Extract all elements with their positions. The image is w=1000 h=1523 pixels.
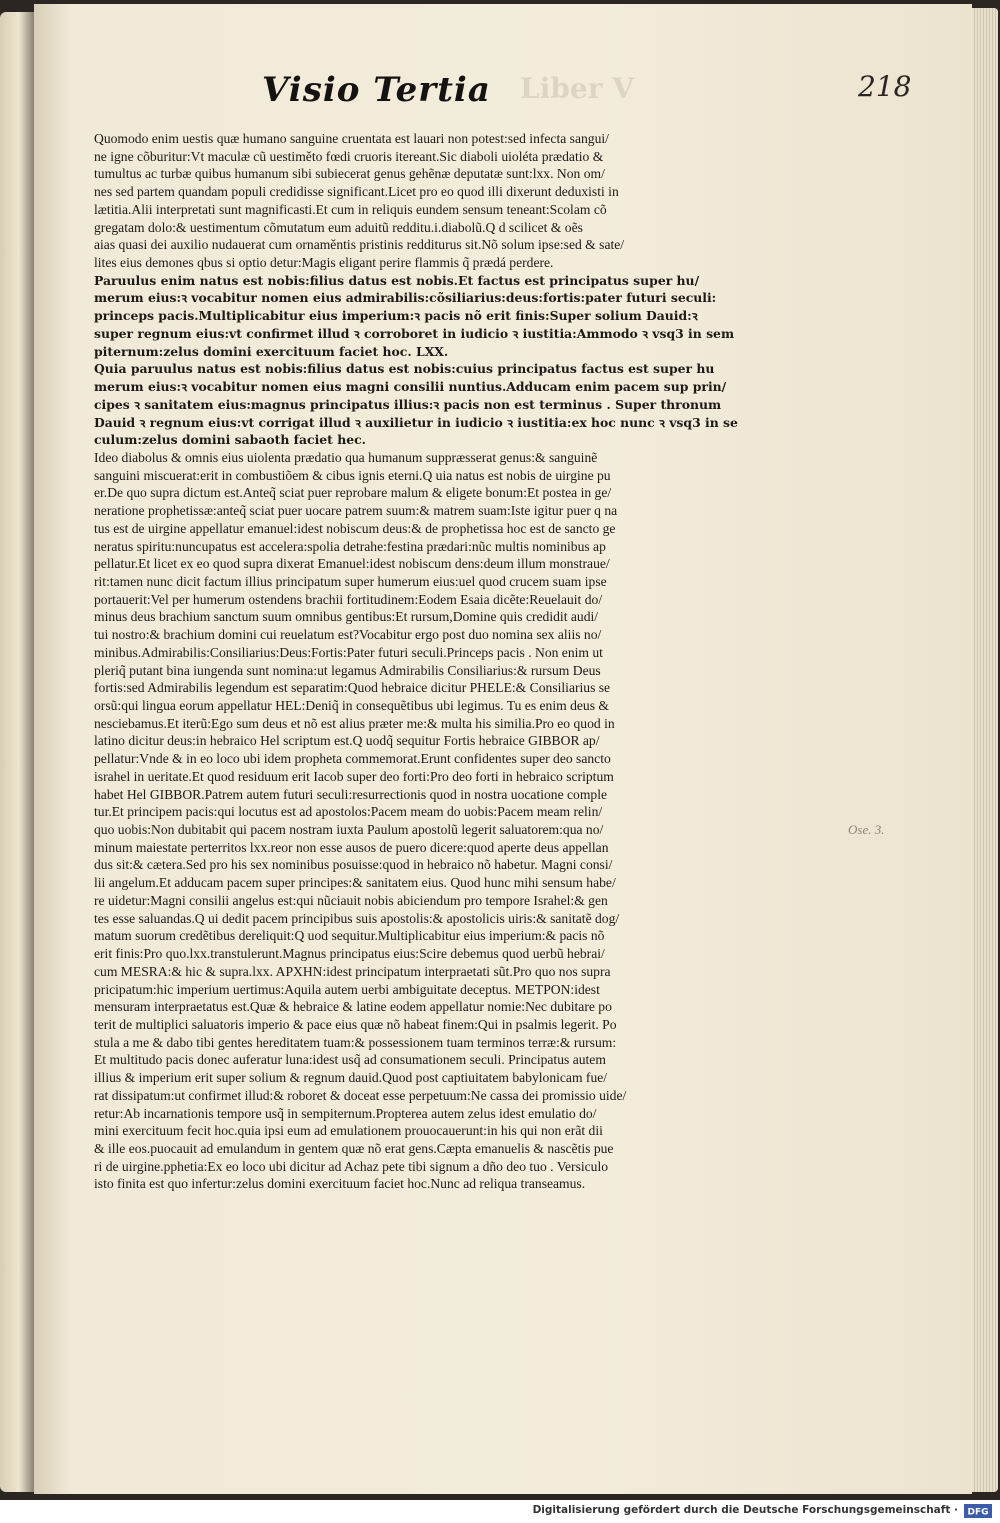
- text-line: Dauid ꝛ regnum eius:vt corrigat illud ꝛ auxilietur in iudicio ꝛ iustitia:ex hoc nunc ꝛ vsq3 in se: [94, 414, 738, 430]
- text-block: [94, 130, 744, 1193]
- text-line: cipes ꝛ sanitatem eius:magnus principatus illius:ꝛ pacis non est terminus . Super thronum: [94, 396, 722, 412]
- text-line: minum maiestate perterritos lxx.reor non esse ausos de puero dicere:quod aperte deus appellan: [94, 839, 609, 855]
- text-line: habet Hel GIBBOR.Patrem autem futuri seculi:resurrectionis quod in nostra uocatione comple: [94, 786, 608, 802]
- text-line: princeps pacis.Multiplicabitur eius imperium:ꝛ pacis nõ erit finis:Super solium Dauid:ꝛ: [94, 308, 698, 324]
- margin-note: Ose. 3.: [848, 822, 885, 837]
- text-line: ne igne cõburitur:Vt maculæ cũ uestiměto fœdi cruoris itereant.Sic diaboli uioléta prædatio &: [94, 148, 604, 164]
- text-line: Paruulus enim natus est nobis:filius datus est nobis.Et factus est principatus super hu/: [94, 272, 700, 288]
- text-line: piternum:zelus domini exercituum faciet hoc. LXX.: [94, 343, 449, 359]
- folio-number: 218: [858, 70, 912, 103]
- show-through-text: Liber V: [520, 72, 634, 105]
- dfg-logo-icon: [964, 1504, 992, 1518]
- text-line: Et multitudo pacis donec auferatur luna:idest usq̃ ad consumationem seculi. Principatus autem: [94, 1052, 606, 1068]
- text-line: nes sed partem quandam populi credidisse significant.Licet pro eo quod illi dixerunt deduxisti in: [94, 184, 619, 200]
- text-line: mensuram interpraetatus est.Quæ & hebraice & latine eodem appellatur nomie:Nec dubitare po: [94, 999, 612, 1015]
- text-line: culum:zelus domini sabaoth faciet hec.: [94, 432, 366, 448]
- text-line: portauerit:Vel per humerum ostendens brachii fortitudinem:Eodem Esaia dicẽte:Reuelauit do/: [94, 591, 603, 607]
- text-line: cum MESRA:& hic & supra.lxx. APXHN:idest principatum interpraetati sũt.Pro quo nos supra: [94, 963, 611, 979]
- text-line: minus deus brachium sanctum suum omnibus gentibus:Et rursum,Domine quis credidit audi/: [94, 609, 599, 625]
- text-line: tur.Et principem pacis:qui locutus est ad apostolos:Pacem meam do uobis:Pacem meam relin/: [94, 804, 603, 820]
- text-line: tes esse saluandas.Q ui dedit pacem principibus suis apostolis:& apostolicis uiris:& sanitatẽ dog/: [94, 910, 620, 926]
- text-line: lii angelum.Et adducam pacem super principes:& sanitatem eius. Quod hunc mihi sensum habe/: [94, 875, 616, 891]
- page-fore-edge: [972, 8, 998, 1492]
- text-line: israhel in ueritate.Et quod residuum erit Iacob super deo forti:Pro deo forti in hebraico scriptum: [94, 768, 614, 784]
- text-line: aias quasi dei auxilio nudauerat cum ornaměntis pristinis redditurus sit.Nõ solum ipse:sed & sate/: [94, 237, 625, 253]
- text-line: orsũ:qui lingua eorum appellatur HEL:Deniq̃ in consequẽtibus ubi legimus. Tu es enim deus &: [94, 698, 609, 713]
- text-line: pricipatum:hic imperium uertimus:Aquila autem uerbi ambiguitate deceptus. METPON:idest: [94, 981, 600, 997]
- text-line: minibus.Admirabilis:Consiliarius:Deus:Fortis:Pater futuri seculi.Princeps pacis . Non enim ut: [94, 644, 603, 660]
- text-line: illius & imperium erit super solium & regnum dauid.Quod post captiuitatem babylonicam fue/: [94, 1070, 608, 1086]
- text-line: super regnum eius:vt confirmet illud ꝛ corroboret in iudicio ꝛ iustitia:Ammodo ꝛ vsq3 in sem: [94, 325, 735, 341]
- text-line: neratione prophetissæ:anteq̃ sciat puer uocare patrem suum:& matrem suam:Iste igitur puer q na: [94, 503, 618, 519]
- text-line: erit finis:Pro quo.lxx.transtulerunt.Magnus principatus eius:Scire debemus quod uerbũ hebrai/: [94, 946, 605, 962]
- text-line: tui nostro:& brachium domini cui reuelatum est?Vocabitur ergo post duo nomina sex aliis no/: [94, 627, 602, 643]
- text-line: retur:Ab incarnationis tempore usq̃ in sempiternum.Propterea autem zelus idest emulatio do/: [94, 1105, 597, 1121]
- text-line: isto finita est quo infertur:zelus domini exercituum faciet hoc.Nunc ad reliqua transeamus.: [94, 1176, 586, 1192]
- text-line: dus sit:& cætera.Sed pro his sex nominibus posuisse:quod in hebraico nõ habetur. Magni consi/: [94, 857, 613, 873]
- text-line: terit de multiplici saluatoris imperio & pace eius quæ nõ habeat finem:Qui in psalmis legerit. Po: [94, 1016, 617, 1032]
- text-line: er.De quo supra dictum est.Anteq̃ sciat puer reprobare malum & eligete bonum:Et postea in ge/: [94, 485, 612, 501]
- text-line: tus est de uirgine appellatur emanuel:idest nobiscum deus:& de prophetissa hoc est de sancto ge: [94, 520, 616, 536]
- page-title: Visio Tertia: [262, 70, 491, 110]
- text-line: pellatur:Vnde & in eo loco ubi idem propheta commemorat.Erunt confidentes super deo sancto: [94, 751, 611, 767]
- text-line: stula a me & dabo tibi gentes hereditatem tuam:& possessionem tuam terminos terræ:& rursum:: [94, 1034, 617, 1050]
- text-line: gregatam dolo:& uestimentum cõmutatum eum aduitũ redditu.i.diabolũ.Q d scilicet & oẽs: [94, 219, 583, 235]
- text-line: neratus spiritu:nuncupatus est accelera:spolia detrahe:festina prædari:nũc multis nominibus ap: [94, 538, 606, 554]
- text-line: re uidetur:Magni consilii angelus est:qui nũciauit nobis abiciendum pro tempore Israhel:& gen: [94, 892, 608, 908]
- text-line: sanguini miscuerat:erit in combustiõem & cibus ignis eterni.Q uia natus est nobis de uirgine pu: [94, 467, 611, 483]
- text-line: Ideo diabolus & omnis eius uiolenta prædatio qua humanum suppræsserat genus:& sanguinẽ: [94, 449, 598, 465]
- text-line: merum eius:ꝛ vocabitur nomen eius magni consilii nuntius.Adducam enim pacem sup prin/: [94, 379, 727, 395]
- left-page-edge: [0, 12, 34, 1492]
- text-line: ri de uirgine.pphetia:Ex eo loco ubi dicitur ad Achaz pete tibi signum a dño deo tuo . Versiculo: [94, 1158, 609, 1174]
- text-line: rit:tamen nunc dicit factum illius principatum super humerum eius:uel quod crucem suam ipse: [94, 573, 607, 589]
- svg-text:DFG: DFG: [967, 1507, 989, 1518]
- footer-bar: [0, 1500, 1000, 1523]
- text-line: nesciebamus.Et iterũ:Ego sum deus et nõ est alius præter me:& multa his similia.Pro eo quod in: [94, 715, 615, 731]
- text-line: mini exercituum fecit hoc.quia ipsi eum ad emulationem prouocauerunt:in his qui non erãt dii: [94, 1123, 603, 1139]
- text-line: lætitia.Alii interpretati sunt magnificasti.Et cum in reliquis eundem sensum teneant:Scolam cõ: [94, 201, 607, 217]
- text-line: tumultus ac turbæ quibus humanum sibi subiecerat genus gehẽnæ deputatæ sunt:lxx. Non om/: [94, 166, 605, 182]
- footer-credit: Digitalisierung gefördert durch die Deutsche Forschungsgemeinschaft ·: [532, 1504, 958, 1516]
- text-line: lites eius demones qbus si optio detur:Magis eligant perire flammis q̃ prædá perdere.: [94, 255, 554, 271]
- text-line: & ille eos.puocauit ad emulandum in gentem quæ nõ erat gens.Cæpta emanuelis & nascẽtis pue: [94, 1140, 614, 1156]
- text-line: Quomodo enim uestis quæ humano sanguine cruentata est lauari non potest:sed infecta sangui/: [94, 131, 609, 146]
- text-line: quo uobis:Non dubitabit qui pacem nostram iuxta Paulum apostolũ legerit saluatorem:qua no/: [94, 822, 604, 838]
- text-line: fortis:sed Admirabilis legendum est separatim:Quod hebraice dicitur PHELE:& Consiliarius se: [94, 680, 611, 696]
- text-line: pleriq̃ putant bina iungenda sunt nomina:ut legamus Admirabilis Consiliarius:& rursum Deus: [94, 662, 601, 678]
- text-line: latino dicitur deus:in hebraico Hel scriptum est.Q uodq̃ sequitur Fortis hebraice GIBBOR ap/: [94, 733, 600, 749]
- text-line: rat dissipatum:ut confirmet illud:& roboret & doceat esse perpetuum:Ne cassa dei promissio uide/: [94, 1087, 627, 1103]
- text-line: Quia paruulus natus est nobis:filius datus est nobis:cuius principatus factus est super hu: [94, 361, 715, 377]
- text-line: matum suorum credẽtibus dereliquit:Q uod sequitur.Multiplicabitur eius imperium:& pacis nõ: [94, 928, 605, 944]
- text-line: merum eius:ꝛ vocabitur nomen eius admirabilis:cõsiliarius:deus:fortis:pater futuri seculi:: [94, 290, 717, 306]
- text-line: pellatur.Et licet ex eo quod supra dixerat Emanuel:idest nobiscum dens:deum illum monstraue/: [94, 556, 610, 572]
